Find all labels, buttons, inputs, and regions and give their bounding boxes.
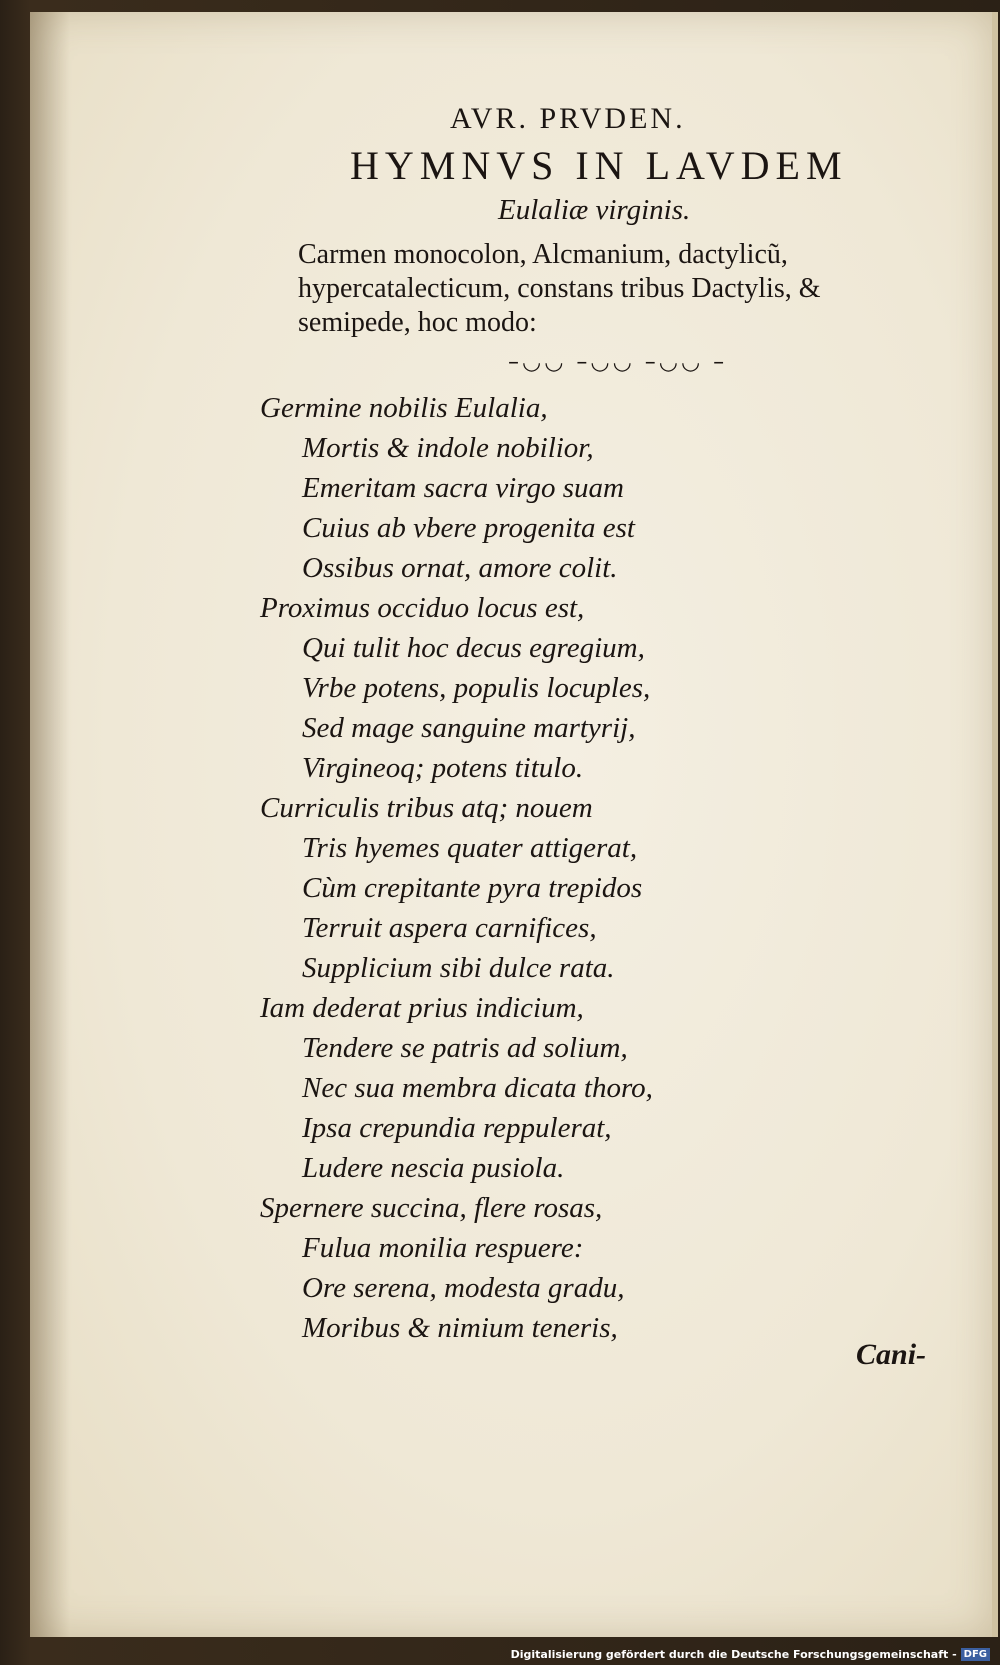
verse-line: Germine nobilis Eulalia, bbox=[260, 392, 548, 424]
verse-line: Sed mage sanguine martyrij, bbox=[302, 712, 636, 744]
verse-line: Curriculis tribus atq; nouem bbox=[260, 792, 593, 824]
hymn-title: HYMNVS IN LAVDEM bbox=[350, 143, 848, 188]
verse-line: Emeritam sacra virgo suam bbox=[302, 472, 624, 504]
digitization-footer bbox=[0, 1644, 990, 1664]
verse-line: Iam dederat prius indicium, bbox=[260, 992, 584, 1024]
verse-line: Cuius ab vbere progenita est bbox=[302, 512, 635, 544]
metrical-scheme: –◡◡ –◡◡ –◡◡ – bbox=[508, 350, 728, 375]
verse-line: Supplicium sibi dulce rata. bbox=[302, 952, 615, 984]
verse-line: Proximus occiduo locus est, bbox=[260, 592, 585, 624]
verse-line: Ore serena, modesta gradu, bbox=[302, 1272, 625, 1304]
verse-line: Tendere se patris ad solium, bbox=[302, 1032, 628, 1064]
verse-line: Ipsa crepundia reppulerat, bbox=[302, 1112, 612, 1144]
running-head: AVR. PRVDEN. bbox=[450, 102, 686, 135]
verse-line: Moribus & nimium teneris, bbox=[302, 1312, 618, 1344]
page-gutter-shadow bbox=[30, 12, 70, 1637]
verse-line: Terruit aspera carnifices, bbox=[302, 912, 597, 944]
verse-line: Ossibus ornat, amore colit. bbox=[302, 552, 618, 584]
verse-line: Cùm crepitante pyra trepidos bbox=[302, 872, 643, 904]
verse-line: Qui tulit hoc decus egregium, bbox=[302, 632, 645, 664]
metre-description: Carmen monocolon, Alcmanium, dactylicũ, hypercatalecticum, constans tribus Dactylis, & semipede, hoc modo: bbox=[298, 239, 821, 338]
funding-credit: Digitalisierung gefördert durch die Deutsche Forschungsgemeinschaft - bbox=[510, 1647, 957, 1661]
verse-line: Fulua monilia respuere: bbox=[302, 1232, 584, 1264]
catchword: Cani- bbox=[856, 1338, 927, 1371]
verse-line: Mortis & indole nobilior, bbox=[302, 432, 594, 464]
verse-line: Nec sua membra dicata thoro, bbox=[302, 1072, 653, 1104]
hymn-subtitle: Eulaliæ virginis. bbox=[498, 194, 691, 226]
dfg-logo: DFG bbox=[961, 1648, 990, 1661]
verse-line: Vrbe potens, populis locuples, bbox=[302, 672, 651, 704]
verse-line: Spernere succina, flere rosas, bbox=[260, 1192, 603, 1224]
verse-line: Virgineoq; potens titulo. bbox=[302, 752, 584, 784]
verse-line: Tris hyemes quater attigerat, bbox=[302, 832, 638, 864]
verse-line: Ludere nescia pusiola. bbox=[302, 1152, 565, 1184]
book-page bbox=[30, 12, 998, 1637]
